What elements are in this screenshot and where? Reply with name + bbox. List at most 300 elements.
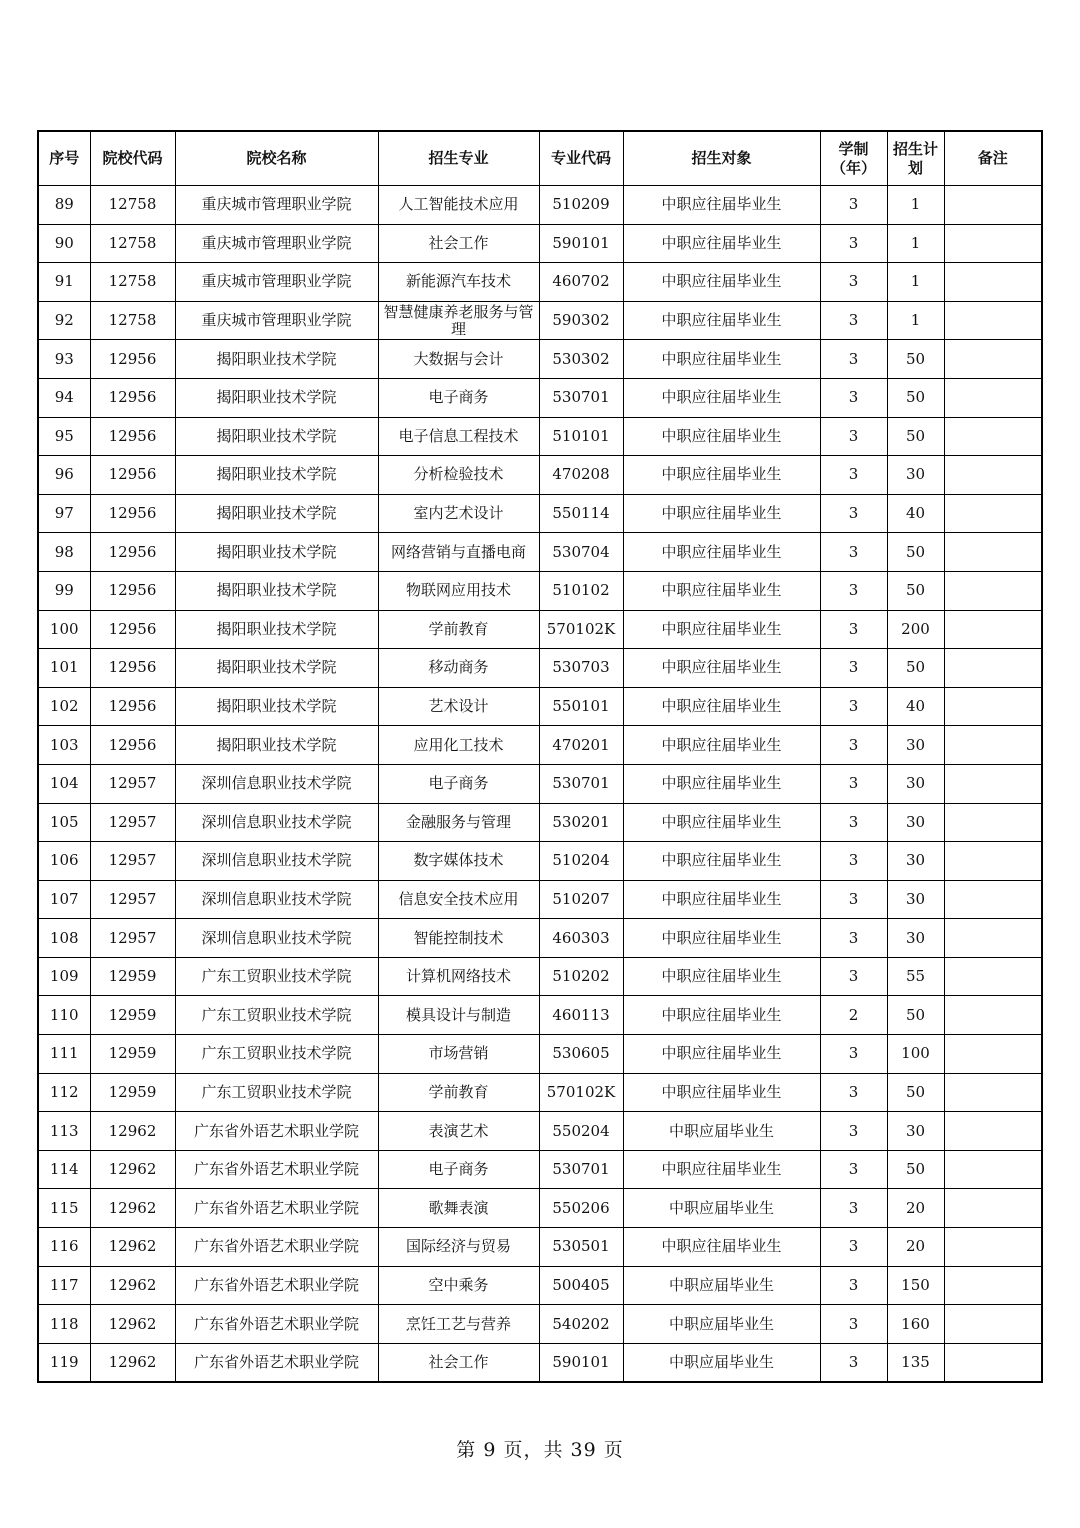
cell-major: 信息安全技术应用 <box>378 880 539 919</box>
cell-school-code: 12956 <box>90 456 175 495</box>
cell-major-code: 550204 <box>539 1112 623 1151</box>
cell-index: 96 <box>38 456 90 495</box>
table-row <box>38 533 1042 572</box>
cell-school-code: 12758 <box>90 186 175 225</box>
cell-school-name: 揭阳职业技术学院 <box>175 494 378 533</box>
table-row <box>38 1343 1042 1382</box>
cell-remarks <box>944 1228 1042 1267</box>
cell-school-name: 揭阳职业技术学院 <box>175 417 378 456</box>
cell-major-code: 530201 <box>539 803 623 842</box>
table-row <box>38 919 1042 958</box>
cell-plan: 30 <box>887 880 944 919</box>
cell-major-code: 510204 <box>539 842 623 881</box>
cell-remarks <box>944 996 1042 1035</box>
cell-plan: 30 <box>887 919 944 958</box>
cell-major: 模具设计与制造 <box>378 996 539 1035</box>
table-row <box>38 224 1042 263</box>
cell-remarks <box>944 842 1042 881</box>
cell-major: 电子信息工程技术 <box>378 417 539 456</box>
cell-school-name: 揭阳职业技术学院 <box>175 340 378 379</box>
cell-plan: 50 <box>887 340 944 379</box>
cell-major: 应用化工技术 <box>378 726 539 765</box>
cell-remarks <box>944 186 1042 225</box>
table-row <box>38 687 1042 726</box>
table-row <box>38 996 1042 1035</box>
cell-index: 91 <box>38 263 90 302</box>
cell-remarks <box>944 1189 1042 1228</box>
cell-target: 中职应届毕业生 <box>623 1343 820 1382</box>
page-number: 第 9 页，共 39 页 <box>456 1439 624 1461</box>
cell-major-code: 530302 <box>539 340 623 379</box>
cell-plan: 20 <box>887 1228 944 1267</box>
cell-school-name: 广东工贸职业技术学院 <box>175 996 378 1035</box>
cell-major: 学前教育 <box>378 610 539 649</box>
cell-school-name: 揭阳职业技术学院 <box>175 649 378 688</box>
cell-major: 分析检验技术 <box>378 456 539 495</box>
cell-target: 中职应往届毕业生 <box>623 340 820 379</box>
cell-school-code: 12956 <box>90 417 175 456</box>
table-row <box>38 301 1042 340</box>
cell-target: 中职应往届毕业生 <box>623 649 820 688</box>
cell-target: 中职应往届毕业生 <box>623 456 820 495</box>
cell-remarks <box>944 301 1042 340</box>
cell-plan: 160 <box>887 1305 944 1344</box>
table-row <box>38 649 1042 688</box>
cell-major: 社会工作 <box>378 1343 539 1382</box>
cell-duration: 3 <box>820 957 887 996</box>
cell-major: 智慧健康养老服务与管理 <box>378 301 539 340</box>
cell-index: 105 <box>38 803 90 842</box>
table-row <box>38 1266 1042 1305</box>
cell-plan: 30 <box>887 1112 944 1151</box>
cell-duration: 3 <box>820 803 887 842</box>
table-row <box>38 1305 1042 1344</box>
cell-major: 艺术设计 <box>378 687 539 726</box>
cell-remarks <box>944 417 1042 456</box>
cell-major-code: 460113 <box>539 996 623 1035</box>
cell-school-name: 揭阳职业技术学院 <box>175 378 378 417</box>
cell-plan: 50 <box>887 649 944 688</box>
cell-plan: 55 <box>887 957 944 996</box>
cell-remarks <box>944 1112 1042 1151</box>
cell-major-code: 530701 <box>539 378 623 417</box>
table-row <box>38 1112 1042 1151</box>
cell-major-code: 460702 <box>539 263 623 302</box>
cell-remarks <box>944 378 1042 417</box>
cell-index: 107 <box>38 880 90 919</box>
cell-plan: 50 <box>887 533 944 572</box>
cell-index: 113 <box>38 1112 90 1151</box>
header-index: 序号 <box>38 131 90 186</box>
cell-school-name: 揭阳职业技术学院 <box>175 456 378 495</box>
cell-major-code: 530605 <box>539 1035 623 1074</box>
cell-major: 歌舞表演 <box>378 1189 539 1228</box>
cell-plan: 30 <box>887 764 944 803</box>
cell-index: 111 <box>38 1035 90 1074</box>
cell-school-code: 12956 <box>90 571 175 610</box>
cell-target: 中职应往届毕业生 <box>623 1035 820 1074</box>
cell-duration: 3 <box>820 1073 887 1112</box>
cell-duration: 3 <box>820 186 887 225</box>
cell-school-name: 广东工贸职业技术学院 <box>175 1035 378 1074</box>
table-row <box>38 417 1042 456</box>
cell-target: 中职应往届毕业生 <box>623 764 820 803</box>
cell-major-code: 550101 <box>539 687 623 726</box>
cell-duration: 3 <box>820 1266 887 1305</box>
header-major: 招生专业 <box>378 131 539 186</box>
cell-major: 新能源汽车技术 <box>378 263 539 302</box>
cell-index: 98 <box>38 533 90 572</box>
cell-school-code: 12959 <box>90 957 175 996</box>
cell-target: 中职应往届毕业生 <box>623 533 820 572</box>
cell-school-code: 12962 <box>90 1150 175 1189</box>
cell-school-code: 12957 <box>90 880 175 919</box>
cell-major-code: 570102K <box>539 610 623 649</box>
cell-target: 中职应往届毕业生 <box>623 494 820 533</box>
cell-index: 115 <box>38 1189 90 1228</box>
table-row <box>38 1189 1042 1228</box>
cell-plan: 50 <box>887 378 944 417</box>
cell-school-name: 揭阳职业技术学院 <box>175 687 378 726</box>
cell-plan: 1 <box>887 186 944 225</box>
cell-major: 表演艺术 <box>378 1112 539 1151</box>
cell-school-code: 12956 <box>90 533 175 572</box>
cell-plan: 50 <box>887 996 944 1035</box>
header-major-code: 专业代码 <box>539 131 623 186</box>
cell-index: 103 <box>38 726 90 765</box>
cell-school-code: 12956 <box>90 610 175 649</box>
cell-major: 大数据与会计 <box>378 340 539 379</box>
cell-remarks <box>944 649 1042 688</box>
cell-target: 中职应届毕业生 <box>623 1266 820 1305</box>
cell-index: 97 <box>38 494 90 533</box>
cell-index: 112 <box>38 1073 90 1112</box>
cell-remarks <box>944 1073 1042 1112</box>
cell-duration: 3 <box>820 1343 887 1382</box>
cell-remarks <box>944 340 1042 379</box>
cell-duration: 3 <box>820 1228 887 1267</box>
cell-target: 中职应往届毕业生 <box>623 842 820 881</box>
cell-target: 中职应往届毕业生 <box>623 263 820 302</box>
cell-major: 计算机网络技术 <box>378 957 539 996</box>
table-row <box>38 456 1042 495</box>
cell-school-name: 重庆城市管理职业学院 <box>175 263 378 302</box>
cell-school-code: 12758 <box>90 301 175 340</box>
header-target: 招生对象 <box>623 131 820 186</box>
cell-major-code: 470201 <box>539 726 623 765</box>
cell-major-code: 530704 <box>539 533 623 572</box>
cell-index: 106 <box>38 842 90 881</box>
header-plan: 招生计划 <box>887 131 944 186</box>
cell-major-code: 510102 <box>539 571 623 610</box>
cell-remarks <box>944 803 1042 842</box>
cell-duration: 3 <box>820 919 887 958</box>
cell-plan: 30 <box>887 803 944 842</box>
cell-duration: 3 <box>820 1112 887 1151</box>
cell-school-code: 12956 <box>90 378 175 417</box>
cell-school-code: 12956 <box>90 687 175 726</box>
cell-plan: 40 <box>887 687 944 726</box>
cell-major: 人工智能技术应用 <box>378 186 539 225</box>
cell-remarks <box>944 494 1042 533</box>
cell-target: 中职应往届毕业生 <box>623 378 820 417</box>
cell-school-code: 12962 <box>90 1189 175 1228</box>
cell-major-code: 470208 <box>539 456 623 495</box>
cell-plan: 30 <box>887 842 944 881</box>
cell-index: 93 <box>38 340 90 379</box>
cell-major: 市场营销 <box>378 1035 539 1074</box>
table-row <box>38 494 1042 533</box>
cell-plan: 1 <box>887 301 944 340</box>
cell-major: 学前教育 <box>378 1073 539 1112</box>
table-row <box>38 957 1042 996</box>
cell-major: 数字媒体技术 <box>378 842 539 881</box>
table-row <box>38 764 1042 803</box>
cell-index: 101 <box>38 649 90 688</box>
cell-index: 116 <box>38 1228 90 1267</box>
cell-school-name: 广东工贸职业技术学院 <box>175 957 378 996</box>
cell-plan: 50 <box>887 1150 944 1189</box>
cell-target: 中职应往届毕业生 <box>623 186 820 225</box>
cell-major-code: 530701 <box>539 1150 623 1189</box>
cell-school-code: 12758 <box>90 224 175 263</box>
cell-plan: 40 <box>887 494 944 533</box>
cell-index: 95 <box>38 417 90 456</box>
cell-duration: 2 <box>820 996 887 1035</box>
cell-target: 中职应往届毕业生 <box>623 1150 820 1189</box>
cell-school-code: 12959 <box>90 1035 175 1074</box>
cell-duration: 3 <box>820 1035 887 1074</box>
cell-duration: 3 <box>820 494 887 533</box>
cell-index: 90 <box>38 224 90 263</box>
cell-plan: 100 <box>887 1035 944 1074</box>
cell-major-code: 550206 <box>539 1189 623 1228</box>
cell-school-name: 深圳信息职业技术学院 <box>175 842 378 881</box>
cell-index: 89 <box>38 186 90 225</box>
cell-major-code: 510209 <box>539 186 623 225</box>
cell-duration: 3 <box>820 764 887 803</box>
cell-duration: 3 <box>820 301 887 340</box>
cell-school-name: 重庆城市管理职业学院 <box>175 224 378 263</box>
cell-remarks <box>944 919 1042 958</box>
cell-school-name: 广东省外语艺术职业学院 <box>175 1112 378 1151</box>
cell-plan: 1 <box>887 224 944 263</box>
cell-school-code: 12962 <box>90 1343 175 1382</box>
cell-school-name: 揭阳职业技术学院 <box>175 610 378 649</box>
cell-major: 空中乘务 <box>378 1266 539 1305</box>
cell-remarks <box>944 1150 1042 1189</box>
cell-duration: 3 <box>820 1305 887 1344</box>
table-row <box>38 378 1042 417</box>
cell-target: 中职应往届毕业生 <box>623 880 820 919</box>
cell-plan: 50 <box>887 571 944 610</box>
cell-index: 100 <box>38 610 90 649</box>
cell-major: 金融服务与管理 <box>378 803 539 842</box>
header-school-name: 院校名称 <box>175 131 378 186</box>
cell-major: 电子商务 <box>378 764 539 803</box>
cell-remarks <box>944 224 1042 263</box>
cell-plan: 20 <box>887 1189 944 1228</box>
cell-remarks <box>944 1035 1042 1074</box>
cell-plan: 150 <box>887 1266 944 1305</box>
cell-index: 92 <box>38 301 90 340</box>
cell-index: 117 <box>38 1266 90 1305</box>
cell-school-name: 揭阳职业技术学院 <box>175 571 378 610</box>
cell-school-code: 12956 <box>90 340 175 379</box>
cell-school-name: 广东省外语艺术职业学院 <box>175 1305 378 1344</box>
cell-school-name: 重庆城市管理职业学院 <box>175 301 378 340</box>
cell-school-name: 广东省外语艺术职业学院 <box>175 1228 378 1267</box>
cell-target: 中职应往届毕业生 <box>623 1073 820 1112</box>
cell-school-code: 12758 <box>90 263 175 302</box>
cell-school-name: 深圳信息职业技术学院 <box>175 764 378 803</box>
cell-major-code: 590101 <box>539 224 623 263</box>
cell-target: 中职应届毕业生 <box>623 1189 820 1228</box>
table-row <box>38 842 1042 881</box>
cell-major-code: 510202 <box>539 957 623 996</box>
cell-target: 中职应往届毕业生 <box>623 957 820 996</box>
header-remarks: 备注 <box>944 131 1042 186</box>
table-row <box>38 610 1042 649</box>
cell-index: 118 <box>38 1305 90 1344</box>
cell-major: 物联网应用技术 <box>378 571 539 610</box>
table-row <box>38 1228 1042 1267</box>
cell-school-name: 深圳信息职业技术学院 <box>175 919 378 958</box>
cell-index: 109 <box>38 957 90 996</box>
cell-school-code: 12959 <box>90 996 175 1035</box>
cell-school-name: 深圳信息职业技术学院 <box>175 803 378 842</box>
cell-school-name: 广东省外语艺术职业学院 <box>175 1343 378 1382</box>
cell-school-code: 12962 <box>90 1266 175 1305</box>
cell-duration: 3 <box>820 224 887 263</box>
cell-target: 中职应届毕业生 <box>623 1112 820 1151</box>
cell-remarks <box>944 1266 1042 1305</box>
cell-major-code: 570102K <box>539 1073 623 1112</box>
cell-target: 中职应往届毕业生 <box>623 726 820 765</box>
table-row <box>38 340 1042 379</box>
cell-remarks <box>944 1343 1042 1382</box>
table-row <box>38 1035 1042 1074</box>
cell-school-name: 重庆城市管理职业学院 <box>175 186 378 225</box>
cell-target: 中职应往届毕业生 <box>623 919 820 958</box>
cell-school-code: 12956 <box>90 726 175 765</box>
cell-school-code: 12962 <box>90 1228 175 1267</box>
cell-major-code: 590101 <box>539 1343 623 1382</box>
cell-duration: 3 <box>820 417 887 456</box>
cell-index: 110 <box>38 996 90 1035</box>
cell-duration: 3 <box>820 649 887 688</box>
cell-duration: 3 <box>820 610 887 649</box>
cell-remarks <box>944 1305 1042 1344</box>
cell-major-code: 510101 <box>539 417 623 456</box>
cell-major: 室内艺术设计 <box>378 494 539 533</box>
cell-remarks <box>944 880 1042 919</box>
cell-major: 烹饪工艺与营养 <box>378 1305 539 1344</box>
cell-school-code: 12956 <box>90 494 175 533</box>
cell-remarks <box>944 764 1042 803</box>
header-school-code: 院校代码 <box>90 131 175 186</box>
cell-major: 电子商务 <box>378 378 539 417</box>
cell-plan: 50 <box>887 1073 944 1112</box>
header-duration: 学制（年） <box>820 131 887 186</box>
cell-school-code: 12959 <box>90 1073 175 1112</box>
cell-duration: 3 <box>820 340 887 379</box>
cell-target: 中职应往届毕业生 <box>623 996 820 1035</box>
cell-school-code: 12962 <box>90 1305 175 1344</box>
cell-duration: 3 <box>820 687 887 726</box>
table-header-row <box>38 131 1042 186</box>
cell-remarks <box>944 263 1042 302</box>
table-row <box>38 803 1042 842</box>
cell-target: 中职应往届毕业生 <box>623 803 820 842</box>
table-row <box>38 1073 1042 1112</box>
cell-duration: 3 <box>820 842 887 881</box>
cell-target: 中职应往届毕业生 <box>623 224 820 263</box>
cell-duration: 3 <box>820 880 887 919</box>
table-row <box>38 263 1042 302</box>
cell-major: 国际经济与贸易 <box>378 1228 539 1267</box>
enrollment-table <box>37 130 1043 1383</box>
cell-index: 108 <box>38 919 90 958</box>
cell-remarks <box>944 687 1042 726</box>
table-row <box>38 880 1042 919</box>
cell-remarks <box>944 533 1042 572</box>
cell-major-code: 590302 <box>539 301 623 340</box>
cell-plan: 135 <box>887 1343 944 1382</box>
cell-duration: 3 <box>820 571 887 610</box>
cell-major: 移动商务 <box>378 649 539 688</box>
cell-major: 智能控制技术 <box>378 919 539 958</box>
cell-major: 社会工作 <box>378 224 539 263</box>
cell-duration: 3 <box>820 726 887 765</box>
cell-index: 102 <box>38 687 90 726</box>
table-row <box>38 1150 1042 1189</box>
cell-remarks <box>944 957 1042 996</box>
cell-major-code: 530501 <box>539 1228 623 1267</box>
cell-index: 104 <box>38 764 90 803</box>
cell-duration: 3 <box>820 263 887 302</box>
table-row <box>38 186 1042 225</box>
cell-duration: 3 <box>820 1150 887 1189</box>
cell-school-name: 揭阳职业技术学院 <box>175 533 378 572</box>
cell-remarks <box>944 571 1042 610</box>
cell-target: 中职应往届毕业生 <box>623 417 820 456</box>
cell-major: 网络营销与直播电商 <box>378 533 539 572</box>
cell-target: 中职应往届毕业生 <box>623 1228 820 1267</box>
table-body <box>38 186 1042 1383</box>
cell-school-code: 12957 <box>90 803 175 842</box>
cell-remarks <box>944 610 1042 649</box>
cell-school-code: 12957 <box>90 919 175 958</box>
cell-plan: 200 <box>887 610 944 649</box>
cell-index: 99 <box>38 571 90 610</box>
cell-duration: 3 <box>820 456 887 495</box>
table-row <box>38 726 1042 765</box>
cell-school-code: 12956 <box>90 649 175 688</box>
cell-school-name: 广东省外语艺术职业学院 <box>175 1266 378 1305</box>
cell-major-code: 540202 <box>539 1305 623 1344</box>
cell-target: 中职应往届毕业生 <box>623 571 820 610</box>
cell-duration: 3 <box>820 1189 887 1228</box>
cell-index: 94 <box>38 378 90 417</box>
cell-remarks <box>944 456 1042 495</box>
cell-school-name: 深圳信息职业技术学院 <box>175 880 378 919</box>
cell-plan: 30 <box>887 456 944 495</box>
enrollment-table-container <box>37 130 1041 1383</box>
cell-target: 中职应往届毕业生 <box>623 610 820 649</box>
cell-school-code: 12957 <box>90 764 175 803</box>
cell-school-name: 广东省外语艺术职业学院 <box>175 1189 378 1228</box>
